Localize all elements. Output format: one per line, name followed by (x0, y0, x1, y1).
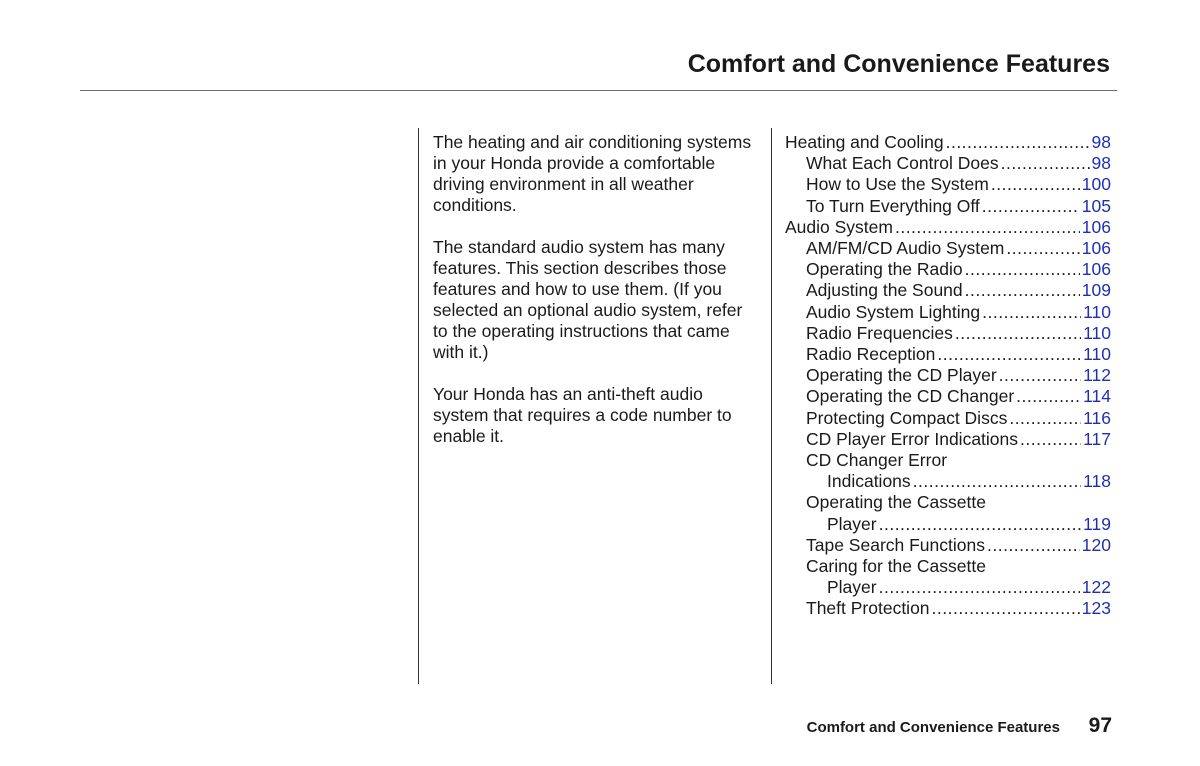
toc-leader (879, 514, 1081, 535)
toc-entry-caring-cassette-cont[interactable] (785, 577, 1111, 598)
toc-entry-am-fm-cd[interactable] (785, 238, 1111, 259)
toc-leader (991, 174, 1080, 195)
toc-entry-caring-cassette[interactable] (785, 556, 1111, 577)
toc-label: Radio Reception (806, 344, 936, 365)
toc-label: Tape Search Functions (806, 534, 985, 555)
toc-label: CD Changer Error (806, 450, 948, 471)
toc-leader (987, 535, 1080, 556)
toc-entry-operating-cd-player[interactable] (785, 365, 1111, 386)
toc-page-link[interactable]: 105 (1081, 195, 1111, 216)
toc-entry-audio-lighting[interactable] (785, 302, 1111, 323)
toc-label: Operating the CD Player (806, 365, 997, 386)
toc-page-link[interactable]: 116 (1083, 407, 1111, 428)
toc-label: How to Use the System (806, 174, 989, 195)
toc-label: Heating and Cooling (785, 132, 944, 152)
toc-label: Radio Frequencies (806, 322, 953, 343)
toc-entry-how-to-use-system[interactable] (785, 174, 1111, 195)
toc-leader (946, 132, 1090, 153)
toc-page-link[interactable]: 123 (1081, 598, 1111, 619)
toc-label: Audio System Lighting (806, 301, 981, 322)
toc-entry-adjusting-sound[interactable] (785, 280, 1111, 301)
toc-label: AM/FM/CD Audio System (806, 238, 1005, 259)
toc-page-link[interactable]: 110 (1083, 322, 1111, 343)
toc-label: Caring for the Cassette (806, 556, 986, 577)
toc-leader (937, 344, 1081, 365)
toc-leader (965, 259, 1080, 280)
toc-label: Operating the Cassette (806, 492, 986, 513)
toc-label: Protecting Compact Discs (806, 407, 1008, 428)
toc-leader (982, 302, 1081, 323)
toc-leader (879, 577, 1080, 598)
toc-leader (1020, 429, 1081, 450)
intro-paragraph-heating: The heating and air conditioning systems in your Honda provide a comfortable driving environment in all weather conditions. (433, 132, 752, 215)
toc-leader (1016, 386, 1081, 407)
toc-label: Player (827, 513, 877, 534)
toc-leader (955, 323, 1081, 344)
toc-leader (965, 280, 1080, 301)
toc-page-link[interactable]: 118 (1083, 471, 1111, 492)
toc-page-link[interactable]: 110 (1083, 344, 1111, 365)
toc-leader (999, 365, 1081, 386)
toc-label: Theft Protection (806, 598, 930, 619)
footer-page-number: 97 (1088, 714, 1112, 737)
toc-entry-heating-cooling[interactable] (785, 132, 1111, 153)
toc-page-link[interactable]: 106 (1081, 259, 1111, 280)
column-divider-left (418, 128, 419, 684)
title-divider (80, 90, 1117, 91)
toc-leader (982, 196, 1080, 217)
toc-entry-turn-everything-off[interactable] (785, 196, 1111, 217)
toc-leader (1009, 408, 1081, 429)
toc-entry-radio-frequencies[interactable] (785, 323, 1111, 344)
toc-entry-tape-search[interactable] (785, 535, 1111, 556)
toc-label: What Each Control Does (806, 153, 999, 174)
toc-page-link[interactable]: 106 (1081, 216, 1111, 237)
table-of-contents (785, 132, 1111, 620)
toc-leader (932, 598, 1080, 619)
toc-leader (1001, 153, 1090, 174)
intro-text (433, 132, 753, 468)
toc-page-link[interactable]: 112 (1083, 365, 1111, 386)
toc-entry-operating-radio[interactable] (785, 259, 1111, 280)
toc-entry-protecting-discs[interactable] (785, 408, 1111, 429)
intro-paragraph-antitheft: Your Honda has an anti-theft audio system that requires a code number to enable it. (433, 384, 732, 446)
toc-label: To Turn Everything Off (806, 195, 980, 216)
toc-entry-operating-cassette[interactable] (785, 492, 1111, 513)
column-divider-right (771, 128, 772, 684)
toc-label: Operating the CD Changer (806, 386, 1015, 407)
toc-label: Player (827, 577, 877, 598)
toc-entry-operating-cd-changer[interactable] (785, 386, 1111, 407)
toc-leader (895, 217, 1080, 238)
toc-page-link[interactable]: 117 (1083, 428, 1111, 449)
toc-page-link[interactable]: 114 (1083, 386, 1111, 407)
toc-page-link[interactable]: 98 (1091, 153, 1111, 174)
toc-entry-what-each-control-does[interactable] (785, 153, 1111, 174)
toc-page-link[interactable]: 100 (1081, 174, 1111, 195)
intro-paragraph-audio: The standard audio system has many features. This section describes those features and how to use them. (If you selected an optional audio system, refer to the operating instructions that came with it.) (433, 237, 743, 362)
toc-leader (1006, 238, 1079, 259)
toc-entry-theft-protection[interactable] (785, 598, 1111, 619)
toc-label: Adjusting the Sound (806, 280, 963, 301)
toc-leader (913, 471, 1081, 492)
toc-entry-audio-system[interactable] (785, 217, 1111, 238)
toc-label: Operating the Radio (806, 259, 963, 280)
toc-page-link[interactable]: 109 (1081, 280, 1111, 301)
toc-label: Audio System (785, 216, 893, 237)
toc-page-link[interactable]: 119 (1083, 513, 1111, 534)
footer-section-label: Comfort and Convenience Features (806, 719, 1060, 736)
toc-page-link[interactable]: 122 (1081, 577, 1111, 598)
toc-page-link[interactable]: 106 (1081, 238, 1111, 259)
toc-entry-cd-changer-error-cont[interactable] (785, 471, 1111, 492)
toc-page-link[interactable]: 120 (1081, 534, 1111, 555)
page-title: Comfort and Convenience Features (687, 50, 1110, 78)
toc-entry-cd-changer-error[interactable] (785, 450, 1111, 471)
toc-page-link[interactable]: 110 (1083, 301, 1111, 322)
toc-label: Indications (827, 471, 911, 492)
toc-entry-cd-player-errors[interactable] (785, 429, 1111, 450)
toc-entry-operating-cassette-cont[interactable] (785, 514, 1111, 535)
toc-entry-radio-reception[interactable] (785, 344, 1111, 365)
toc-label: CD Player Error Indications (806, 428, 1019, 449)
toc-page-link[interactable]: 98 (1091, 132, 1111, 152)
